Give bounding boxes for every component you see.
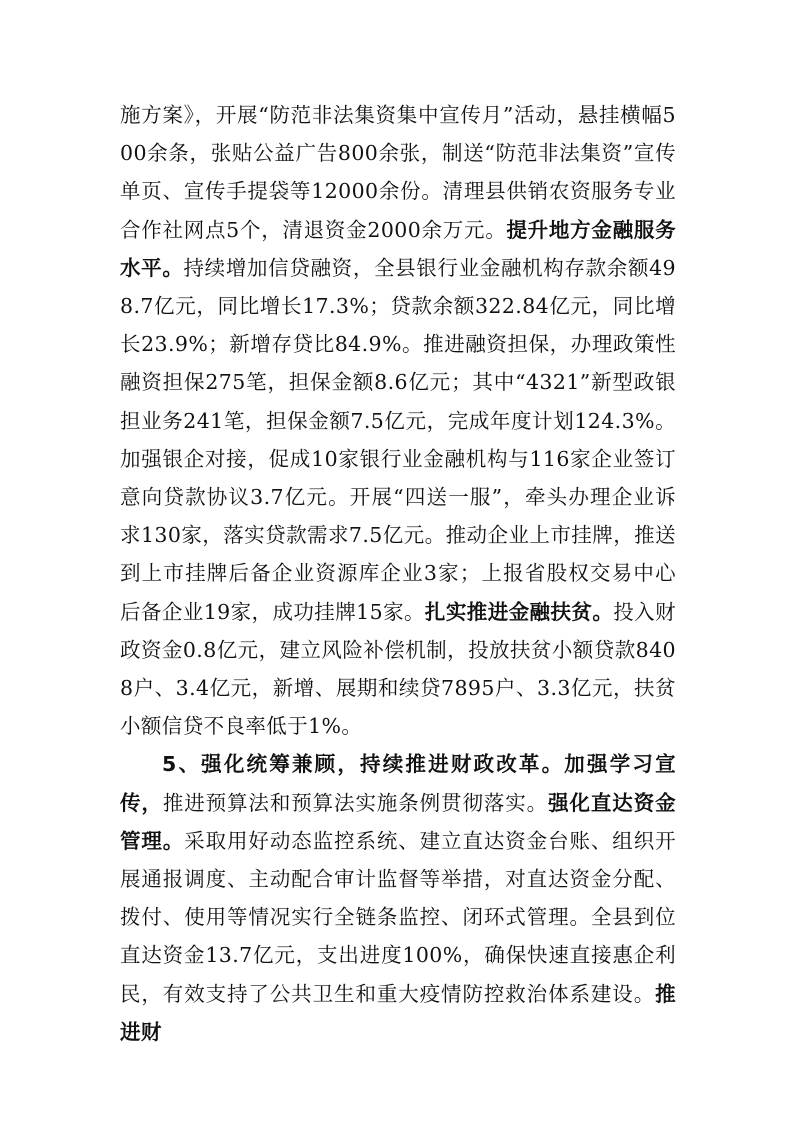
bold-heading-segment: 推进财 [120,981,676,1044]
bold-heading-segment: 提升地方金融服务水平。 [120,217,676,280]
text-segment: 施方案》，开展“防范非法集资集中宣传月”活动，悬挂横幅500余条，张贴公益广告800余张，制送“防范非法集资”宣传单页、宣传手提袋等12000余份。清理县供销农资服务专业合作社网点5个，清退资金2000余万元。 [120,103,676,242]
paragraph-fiscal-reform [120,745,676,1051]
text-segment: 采取用好动态监控系统、建立直达资金台账、组织开展通报调度、主动配合审计监督等举措，对直达资金分配、拨付、使用等情况实行全链条监控、闭环式管理。全县到位直达资金13.7亿元，支出进度100%，确保快速直接惠企利民，有效支持了公共卫生和重大疫情防控救治体系建设。 [120,828,676,1006]
text-segment: 投入财政资金0.8亿元，建立风险补偿机制，投放扶贫小额贷款8408户、3.4亿元，新增、展期和续贷7895户、3.3亿元，扶贫小额信贷不良率低于1%。 [120,599,676,739]
section-heading: 5、强化统筹兼顾，持续推进财政改革。加强学习宣传， [120,752,676,815]
paragraph-finance-services [120,96,676,745]
document-body [120,96,676,1051]
bold-heading-segment: 扎实推进金融扶贫。 [424,599,614,624]
bold-heading-segment: 强化直达资金管理。 [120,790,676,853]
text-segment: 推进预算法和预算法实施条例贯彻落实。 [162,790,549,815]
text-segment: 持续增加信贷融资，全县银行业金融机构存款余额498.7亿元，同比增长17.3%；贷款余额322.84亿元，同比增长23.9%；新增存贷比84.9%。推进融资担保，办理政策性融资担保275笔，担保金额8.6亿元；其中“4321”新型政银担业务241笔，担保金额7.5亿元，完成年度计划124.3%。加强银企对接，促成10家银行业金融机构与116家企业签订意向贷款协议3.7亿元。开展“四送一服”，牵头办理企业诉求130家，落实贷款需求7.5亿元。推动企业上市挂牌，推送到上市挂牌后备企业资源库企业3家；上报省股权交易中心后备企业19家，成功挂牌15家。 [120,255,677,624]
